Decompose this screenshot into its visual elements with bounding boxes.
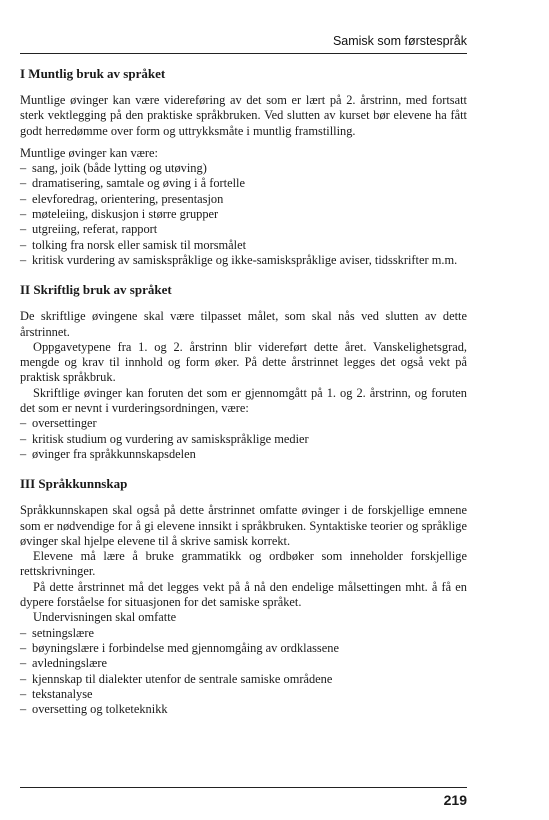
list-item: – oversetting og tolketeknikk xyxy=(20,702,467,717)
page-number: 219 xyxy=(443,792,467,808)
paragraph: Undervisningen skal omfatte xyxy=(33,610,177,625)
section-sprakkunnskap xyxy=(20,476,467,717)
bullet-list xyxy=(20,416,467,462)
list-item: – sang, joik (både lytting og utøving) xyxy=(20,161,467,176)
list-item: – tekstanalyse xyxy=(20,687,467,702)
list-item: – øvinger fra språkkunnskapsdelen xyxy=(20,447,467,462)
section-heading: III Språkkunnskap xyxy=(20,476,128,492)
section-heading: I Muntlig bruk av språket xyxy=(20,66,166,81)
paragraph: Muntlige øvinger kan være: xyxy=(20,145,158,160)
paragraph: Språkkunnskapen skal også på dette årstrinnet omfatte øvinger i de forskjellige emnene som er nødvendige for å gi elevene innsikt i språkbruken. Syntaktiske teorier og språklige øvinger skal hjelpe elevene til å skrive samisk korrekt. xyxy=(20,503,467,548)
list-item: – kritisk studium og vurdering av samiskspråklige medier xyxy=(20,432,467,447)
paragraph: Skriftlige øvinger kan foruten det som er gjennomgått på 1. og 2. årstrinn, og foruten det som er nevnt i vurderingsordningen, være: xyxy=(20,385,467,416)
paragraph: På dette årstrinnet må det legges vekt på å nå den endelige målsettingen mht. å få en dypere forståelse for situasjonen for det samiske språket. xyxy=(20,579,467,610)
list-item: – oversettinger xyxy=(20,416,467,431)
bullet-list xyxy=(20,161,467,268)
page-content xyxy=(20,66,467,731)
list-item: – dramatisering, samtale og øving i å fortelle xyxy=(20,176,467,191)
list-item: – kritisk vurdering av samiskspråklige og ikke-samiskspråklige aviser, tidsskrifter m.m. xyxy=(20,253,467,268)
list-item: – elevforedrag, orientering, presentasjon xyxy=(20,192,467,207)
list-item: – kjennskap til dialekter utenfor de sentrale samiske områdene xyxy=(20,672,467,687)
document-page xyxy=(20,0,467,820)
header-rule xyxy=(20,53,467,54)
footer-rule xyxy=(20,787,467,788)
section-skriftlig xyxy=(20,282,467,462)
bullet-list xyxy=(20,626,467,718)
paragraph: Elevene må lære å bruke grammatikk og ordbøker som inneholder forskjellige rettskrivninger. xyxy=(20,549,467,579)
paragraph: Muntlige øvinger kan være videreføring av det som er lært på 2. årstrinn, med fortsatt sterk vektlegging på den praktiske språkbruken. Ved slutten av kurset bør elevene ha fått godt herredømme over form og uttrykksmåte i muntlig framstilling. xyxy=(20,93,467,138)
paragraph: De skriftlige øvingene skal være tilpasset målet, som skal nås ved slutten av dette årstrinnet. xyxy=(20,309,467,339)
section-muntlig xyxy=(20,66,467,268)
list-item: – bøyningslære i forbindelse med gjennomgåing av ordklassene xyxy=(20,641,467,656)
section-heading: II Skriftlig bruk av språket xyxy=(20,282,172,298)
list-item: – tolking fra norsk eller samisk til morsmålet xyxy=(20,238,467,253)
list-item: – avledningslære xyxy=(20,656,467,671)
running-header: Samisk som førstespråk xyxy=(332,34,467,48)
list-item: – setningslære xyxy=(20,626,467,641)
list-item: – utgreiing, referat, rapport xyxy=(20,222,467,237)
paragraph: Oppgavetypene fra 1. og 2. årstrinn blir videreført dette året. Vanskelighetsgrad, mengde og krav til innhold og form øker. På dette årstrinnet legges det også vekt på praktisk språkbruk. xyxy=(20,339,467,385)
list-item: – møteleiing, diskusjon i større grupper xyxy=(20,207,467,222)
